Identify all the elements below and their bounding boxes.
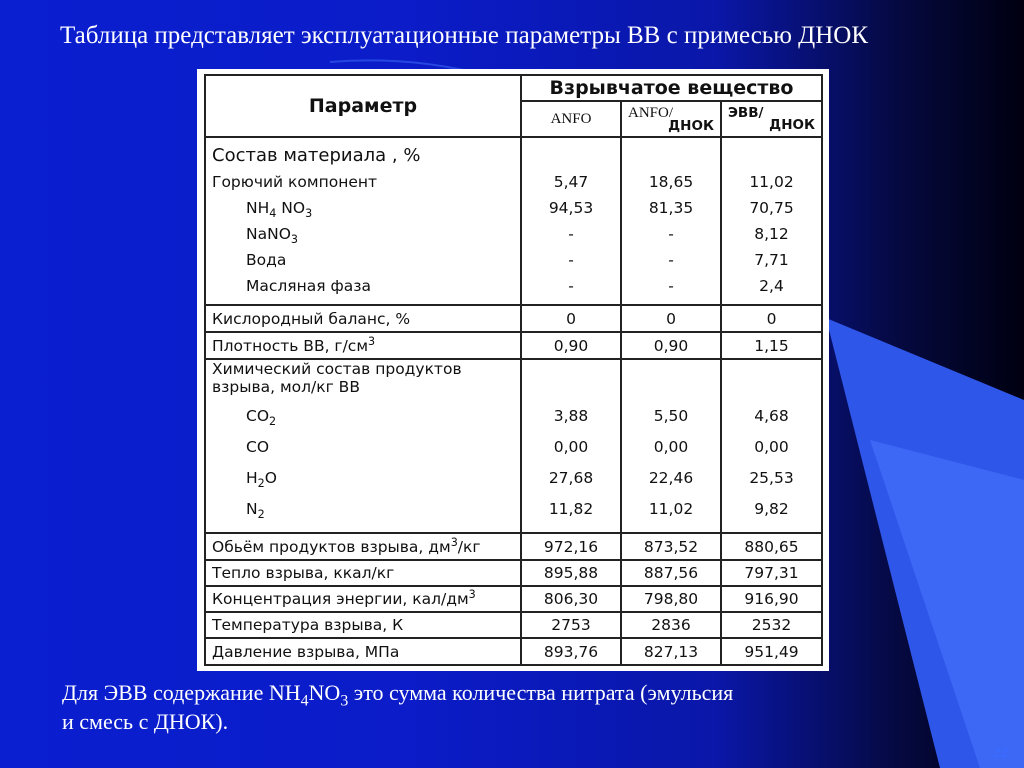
- chem-title-line1: Химический состав продуктов: [212, 360, 462, 378]
- value-cell: 827,13: [621, 638, 721, 665]
- value-cell: 81,35: [648, 199, 694, 217]
- col-header-anfo-label: ANFO: [550, 110, 592, 127]
- oxygen-label: Кислородный баланс, %: [205, 305, 521, 332]
- oil-label: Масляная фаза: [246, 277, 371, 295]
- value-cell: -: [668, 225, 674, 243]
- co2-label: $CO_2$: [246, 407, 277, 428]
- value-cell: 3,88: [553, 407, 589, 425]
- table-row-energy: [205, 586, 822, 612]
- col-header-anfo-dnok-line1: ANFO/: [628, 104, 674, 121]
- composition-title: Состав материала , %: [212, 145, 421, 166]
- value-cell: -: [668, 277, 674, 295]
- value-cell: 2532: [721, 612, 822, 638]
- value-cell: 1,15: [721, 332, 822, 359]
- value-cell: -: [568, 225, 574, 243]
- value-cell: 94,53: [548, 199, 594, 217]
- nh4no3-label: $NH_4$ $NO_3$: [246, 199, 313, 220]
- value-cell: 880,65: [721, 533, 822, 560]
- value-cell: 0: [621, 305, 721, 332]
- value-cell: 18,65: [648, 173, 694, 191]
- col-header-anfo: [521, 101, 621, 137]
- composition-anfo-dnok: [621, 137, 721, 305]
- chem-block: [205, 359, 822, 533]
- col-header-anfo-dnok-line2: ДНОК: [668, 117, 714, 134]
- h2o-label: $H_2O$: [246, 469, 277, 490]
- value-cell: 887,56: [621, 560, 721, 586]
- value-cell: 11,02: [749, 173, 794, 191]
- value-cell: 0: [521, 305, 621, 332]
- table-row-volume: [205, 533, 822, 560]
- chem-anfo: [521, 359, 621, 533]
- value-cell: 972,16: [521, 533, 621, 560]
- table-row-pressure: [205, 638, 822, 665]
- value-cell: -: [668, 251, 674, 269]
- slide-title: Таблица представляет эксплуатационные параметры ВВ с примесью ДНОК: [60, 22, 869, 49]
- value-cell: 951,49: [721, 638, 822, 665]
- chem-anfo-dnok: [621, 359, 721, 533]
- value-cell: 4,68: [754, 407, 789, 425]
- value-cell: 11,02: [648, 500, 694, 518]
- value-cell: 2836: [621, 612, 721, 638]
- value-cell: -: [568, 251, 574, 269]
- n2-label: $N_2$: [246, 500, 265, 521]
- value-cell: 70,75: [749, 199, 794, 217]
- value-cell: 5,50: [653, 407, 689, 425]
- header-explosive: Взрывчатое вещество: [521, 75, 822, 101]
- composition-evv-dnok: [721, 137, 822, 305]
- value-cell: 27,68: [548, 469, 594, 487]
- value-cell: 798,80: [621, 586, 721, 612]
- chem-title-line2: взрыва, мол/кг ВВ: [212, 378, 360, 396]
- value-cell: 0,00: [553, 438, 589, 456]
- value-cell: 0,90: [521, 332, 621, 359]
- value-cell: 8,12: [754, 225, 789, 243]
- parameters-table-image: [197, 69, 829, 671]
- value-cell: 11,82: [548, 500, 594, 518]
- chem-evv-dnok: [721, 359, 822, 533]
- chem-labels: [205, 359, 521, 533]
- value-cell: 895,88: [521, 560, 621, 586]
- pressure-label: Давление взрыва, МПа: [205, 638, 521, 665]
- composition-labels: [205, 137, 521, 305]
- volume-label: Обьём продуктов взрыва, $дм^3/кг$: [205, 533, 521, 560]
- fuel-label: Горючий компонент: [212, 173, 378, 191]
- value-cell: 7,71: [754, 251, 789, 269]
- col-header-evv-dnok: [721, 101, 822, 137]
- value-cell: 0,00: [754, 438, 789, 456]
- value-cell: 2753: [521, 612, 621, 638]
- value-cell: 5,47: [553, 173, 589, 191]
- value-cell: 9,82: [754, 500, 789, 518]
- value-cell: 873,52: [621, 533, 721, 560]
- table-row-heat: [205, 560, 822, 586]
- value-cell: 916,90: [721, 586, 822, 612]
- density-label: Плотность ВВ, $г/см^3$: [205, 332, 521, 359]
- nano3-label: NaNO$_3$: [246, 225, 298, 246]
- parameters-table: [204, 74, 823, 666]
- energy-label: Концентрация энергии, кал/$дм^3$: [205, 586, 521, 612]
- temperature-label: Температура взрыва, К: [205, 612, 521, 638]
- table-row-oxygen: [205, 305, 822, 332]
- co-label: CO: [246, 438, 270, 456]
- composition-anfo: [521, 137, 621, 305]
- value-cell: 797,31: [721, 560, 822, 586]
- col-header-evv-dnok-line2: ДНОК: [769, 117, 816, 133]
- value-cell: 2,4: [759, 277, 784, 295]
- value-cell: 806,30: [521, 586, 621, 612]
- value-cell: 893,76: [521, 638, 621, 665]
- header-parameter: Параметр: [205, 75, 521, 137]
- water-label: Вода: [246, 251, 287, 269]
- table-row-temperature: [205, 612, 822, 638]
- page-number: 22: [993, 745, 1008, 761]
- value-cell: -: [568, 277, 574, 295]
- value-cell: 0: [721, 305, 822, 332]
- footer-note: Для ЭВВ содержание $NH_4NO_3$ это сумма количества нитрата (эмульсия и смесь с ДНОК).: [62, 680, 734, 734]
- value-cell: 22,46: [648, 469, 694, 487]
- value-cell: 25,53: [749, 469, 794, 487]
- value-cell: 0,90: [621, 332, 721, 359]
- table-row-density: [205, 332, 822, 359]
- composition-block: [205, 137, 822, 305]
- heat-label: Тепло взрыва, ккал/кг: [205, 560, 521, 586]
- value-cell: 0,00: [653, 438, 689, 456]
- col-header-evv-dnok-line1: ЭВВ/: [728, 105, 764, 121]
- col-header-anfo-dnok: [621, 101, 721, 137]
